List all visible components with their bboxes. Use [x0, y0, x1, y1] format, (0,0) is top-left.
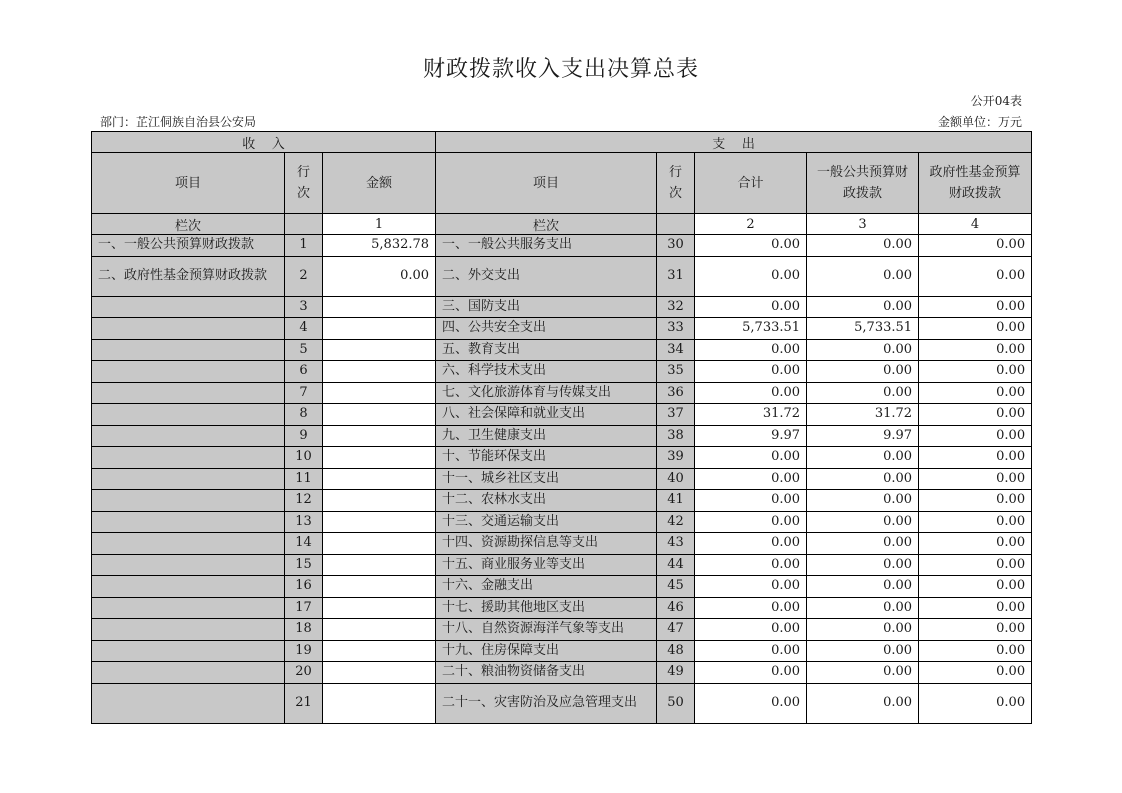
- income-amount-cell: [323, 447, 436, 469]
- total-cell: 0.00: [695, 339, 807, 361]
- expense-line-cell: 50: [657, 683, 695, 723]
- expense-item-cell: 十五、商业服务业等支出: [436, 554, 657, 576]
- general-budget-cell: 0.00: [807, 361, 919, 383]
- income-item-cell: [92, 511, 285, 533]
- expense-item-cell: 十七、援助其他地区支出: [436, 597, 657, 619]
- expense-item-cell: 二、外交支出: [436, 256, 657, 296]
- gov-fund-cell: 0.00: [919, 640, 1032, 662]
- income-line-cell: 21: [285, 683, 323, 723]
- column-index-2: 2: [695, 214, 807, 235]
- expense-line-cell: 35: [657, 361, 695, 383]
- column-index-label: 栏次: [436, 214, 657, 235]
- income-line-cell: 14: [285, 533, 323, 555]
- income-item-cell: [92, 662, 285, 684]
- income-amount-cell: [323, 619, 436, 641]
- income-amount-cell: [323, 339, 436, 361]
- income-line-cell: 9: [285, 425, 323, 447]
- income-line-cell: 17: [285, 597, 323, 619]
- general-budget-cell: 0.00: [807, 490, 919, 512]
- general-budget-cell: 0.00: [807, 235, 919, 257]
- income-line-cell: 18: [285, 619, 323, 641]
- total-cell: 0.00: [695, 597, 807, 619]
- income-item-cell: [92, 318, 285, 340]
- page-title: 财政拨款收入支出决算总表: [422, 57, 699, 82]
- gov-fund-cell: 0.00: [919, 468, 1032, 490]
- table-row: [92, 256, 1032, 296]
- expense-item-cell: 五、教育支出: [436, 339, 657, 361]
- general-budget-cell: 0.00: [807, 597, 919, 619]
- expense-item-cell: 二十、粮油物资储备支出: [436, 662, 657, 684]
- income-amount-cell: [323, 382, 436, 404]
- gov-fund-cell: 0.00: [919, 404, 1032, 426]
- column-index-4: 4: [919, 214, 1032, 235]
- total-cell: 0.00: [695, 576, 807, 598]
- general-budget-header: 一般公共预算财政拨款: [807, 153, 919, 214]
- income-item-cell: [92, 447, 285, 469]
- unit-label: 金额单位：万元: [937, 115, 1022, 129]
- total-cell: 0.00: [695, 490, 807, 512]
- income-line-cell: 15: [285, 554, 323, 576]
- total-cell: 0.00: [695, 256, 807, 296]
- total-cell: 0.00: [695, 382, 807, 404]
- expense-line-cell: 44: [657, 554, 695, 576]
- expense-item-cell: 十二、农林水支出: [436, 490, 657, 512]
- income-amount-cell: [323, 490, 436, 512]
- general-budget-cell: 0.00: [807, 533, 919, 555]
- department-label: 部门：芷江侗族自治县公安局: [100, 115, 257, 129]
- table-row: [92, 339, 1032, 361]
- form-number: 公开04表: [970, 94, 1022, 108]
- expense-line-cell: 42: [657, 511, 695, 533]
- income-amount-cell: [323, 404, 436, 426]
- income-line-cell: 7: [285, 382, 323, 404]
- income-line-header: 行次: [285, 153, 323, 214]
- total-cell: 5,733.51: [695, 318, 807, 340]
- total-cell: 0.00: [695, 235, 807, 257]
- expense-item-cell: 十九、住房保障支出: [436, 640, 657, 662]
- income-item-header: 项目: [92, 153, 285, 214]
- table-row: [92, 468, 1032, 490]
- gov-fund-cell: 0.00: [919, 597, 1032, 619]
- expense-item-cell: 一、一般公共服务支出: [436, 235, 657, 257]
- table-row: [92, 382, 1032, 404]
- table-row: [92, 235, 1032, 257]
- table-row: [92, 576, 1032, 598]
- table-row: [92, 662, 1032, 684]
- total-cell: 0.00: [695, 662, 807, 684]
- total-cell: 0.00: [695, 619, 807, 641]
- general-budget-cell: 31.72: [807, 404, 919, 426]
- expense-item-cell: 十四、资源勘探信息等支出: [436, 533, 657, 555]
- expense-line-cell: 31: [657, 256, 695, 296]
- table-row: [92, 619, 1032, 641]
- column-index-3: 3: [807, 214, 919, 235]
- expense-line-cell: 43: [657, 533, 695, 555]
- income-line-cell: 3: [285, 296, 323, 318]
- general-budget-cell: 0.00: [807, 576, 919, 598]
- income-line-cell: 4: [285, 318, 323, 340]
- expense-line-cell: 41: [657, 490, 695, 512]
- gov-fund-cell: 0.00: [919, 235, 1032, 257]
- expense-line-cell: 40: [657, 468, 695, 490]
- expense-line-cell: 47: [657, 619, 695, 641]
- total-cell: 0.00: [695, 640, 807, 662]
- income-line-cell: 12: [285, 490, 323, 512]
- expense-line-cell: 46: [657, 597, 695, 619]
- expense-line-header: 行次: [657, 153, 695, 214]
- income-line-cell: 5: [285, 339, 323, 361]
- income-amount-header: 金额: [323, 153, 436, 214]
- general-budget-cell: 0.00: [807, 447, 919, 469]
- expense-item-cell: 四、公共安全支出: [436, 318, 657, 340]
- expense-line-cell: 39: [657, 447, 695, 469]
- expense-item-cell: 八、社会保障和就业支出: [436, 404, 657, 426]
- expense-line-cell: 37: [657, 404, 695, 426]
- total-cell: 9.97: [695, 425, 807, 447]
- expense-line-cell: 36: [657, 382, 695, 404]
- income-line-cell: 19: [285, 640, 323, 662]
- total-cell: 0.00: [695, 554, 807, 576]
- general-budget-cell: 0.00: [807, 554, 919, 576]
- gov-fund-cell: 0.00: [919, 662, 1032, 684]
- gov-fund-cell: 0.00: [919, 619, 1032, 641]
- income-amount-cell: [323, 554, 436, 576]
- table-row: [92, 597, 1032, 619]
- income-amount-cell: [323, 576, 436, 598]
- gov-fund-cell: 0.00: [919, 511, 1032, 533]
- income-amount-cell: [323, 318, 436, 340]
- gov-fund-cell: 0.00: [919, 490, 1032, 512]
- column-index-1: 1: [323, 214, 436, 235]
- income-amount-cell: 5,832.78: [323, 235, 436, 257]
- income-item-cell: [92, 468, 285, 490]
- general-budget-cell: 0.00: [807, 256, 919, 296]
- expense-line-cell: 32: [657, 296, 695, 318]
- expense-item-cell: 二十一、灾害防治及应急管理支出: [436, 683, 657, 723]
- gov-fund-cell: 0.00: [919, 554, 1032, 576]
- table-row: [92, 447, 1032, 469]
- total-cell: 0.00: [695, 361, 807, 383]
- income-item-cell: [92, 619, 285, 641]
- table-row: [92, 683, 1032, 723]
- income-line-cell: 20: [285, 662, 323, 684]
- column-index-blank: [285, 214, 323, 235]
- income-line-cell: 13: [285, 511, 323, 533]
- total-cell: 0.00: [695, 296, 807, 318]
- income-amount-cell: [323, 468, 436, 490]
- income-line-cell: 10: [285, 447, 323, 469]
- income-item-cell: [92, 404, 285, 426]
- gov-fund-cell: 0.00: [919, 339, 1032, 361]
- expense-line-cell: 33: [657, 318, 695, 340]
- expense-item-cell: 十八、自然资源海洋气象等支出: [436, 619, 657, 641]
- income-amount-cell: [323, 662, 436, 684]
- general-budget-cell: 0.00: [807, 511, 919, 533]
- income-header: 收 入: [92, 132, 436, 153]
- income-line-cell: 16: [285, 576, 323, 598]
- gov-fund-cell: 0.00: [919, 382, 1032, 404]
- table-row: [92, 490, 1032, 512]
- general-budget-cell: 0.00: [807, 662, 919, 684]
- expense-item-header: 项目: [436, 153, 657, 214]
- table-row: [92, 318, 1032, 340]
- expense-line-cell: 48: [657, 640, 695, 662]
- gov-fund-cell: 0.00: [919, 256, 1032, 296]
- general-budget-cell: 0.00: [807, 339, 919, 361]
- expense-item-cell: 十六、金融支出: [436, 576, 657, 598]
- income-line-cell: 6: [285, 361, 323, 383]
- total-cell: 31.72: [695, 404, 807, 426]
- expense-item-cell: 九、卫生健康支出: [436, 425, 657, 447]
- income-item-cell: 一、一般公共预算财政拨款: [92, 235, 285, 257]
- general-budget-cell: 5,733.51: [807, 318, 919, 340]
- column-index-blank: [657, 214, 695, 235]
- total-cell: 0.00: [695, 447, 807, 469]
- expense-item-cell: 十一、城乡社区支出: [436, 468, 657, 490]
- general-budget-cell: 0.00: [807, 640, 919, 662]
- expense-line-cell: 30: [657, 235, 695, 257]
- income-item-cell: 二、政府性基金预算财政拨款: [92, 256, 285, 296]
- table-row: [92, 361, 1032, 383]
- general-budget-cell: 0.00: [807, 468, 919, 490]
- income-amount-cell: [323, 533, 436, 555]
- column-index-label: 栏次: [92, 214, 285, 235]
- budget-table: [91, 131, 1032, 724]
- income-item-cell: [92, 425, 285, 447]
- table-row: [92, 554, 1032, 576]
- income-item-cell: [92, 576, 285, 598]
- expense-item-cell: 三、国防支出: [436, 296, 657, 318]
- income-amount-cell: [323, 425, 436, 447]
- income-amount-cell: [323, 511, 436, 533]
- gov-fund-cell: 0.00: [919, 296, 1032, 318]
- income-amount-cell: [323, 597, 436, 619]
- income-item-cell: [92, 382, 285, 404]
- income-item-cell: [92, 361, 285, 383]
- income-line-cell: 1: [285, 235, 323, 257]
- general-budget-cell: 9.97: [807, 425, 919, 447]
- table-row: [92, 533, 1032, 555]
- gov-fund-cell: 0.00: [919, 576, 1032, 598]
- expense-line-cell: 34: [657, 339, 695, 361]
- expense-line-cell: 45: [657, 576, 695, 598]
- total-cell: 0.00: [695, 468, 807, 490]
- expense-line-cell: 49: [657, 662, 695, 684]
- income-line-cell: 2: [285, 256, 323, 296]
- income-amount-cell: [323, 361, 436, 383]
- expense-item-cell: 十、节能环保支出: [436, 447, 657, 469]
- total-cell: 0.00: [695, 533, 807, 555]
- table-row: [92, 425, 1032, 447]
- total-cell: 0.00: [695, 511, 807, 533]
- gov-fund-cell: 0.00: [919, 683, 1032, 723]
- gov-fund-cell: 0.00: [919, 425, 1032, 447]
- gov-fund-cell: 0.00: [919, 533, 1032, 555]
- income-item-cell: [92, 490, 285, 512]
- gov-fund-cell: 0.00: [919, 447, 1032, 469]
- income-item-cell: [92, 296, 285, 318]
- general-budget-cell: 0.00: [807, 296, 919, 318]
- income-item-cell: [92, 554, 285, 576]
- table-row: [92, 296, 1032, 318]
- income-line-cell: 11: [285, 468, 323, 490]
- income-item-cell: [92, 597, 285, 619]
- income-amount-cell: [323, 683, 436, 723]
- income-item-cell: [92, 339, 285, 361]
- expense-item-cell: 六、科学技术支出: [436, 361, 657, 383]
- general-budget-cell: 0.00: [807, 683, 919, 723]
- expense-line-cell: 38: [657, 425, 695, 447]
- gov-fund-cell: 0.00: [919, 361, 1032, 383]
- income-amount-cell: [323, 296, 436, 318]
- expense-item-cell: 十三、交通运输支出: [436, 511, 657, 533]
- expense-item-cell: 七、文化旅游体育与传媒支出: [436, 382, 657, 404]
- gov-fund-cell: 0.00: [919, 318, 1032, 340]
- income-item-cell: [92, 640, 285, 662]
- income-amount-cell: [323, 640, 436, 662]
- table-row: [92, 404, 1032, 426]
- total-cell: 0.00: [695, 683, 807, 723]
- general-budget-cell: 0.00: [807, 382, 919, 404]
- income-item-cell: [92, 533, 285, 555]
- gov-fund-header: 政府性基金预算财政拨款: [919, 153, 1032, 214]
- total-header: 合计: [695, 153, 807, 214]
- income-amount-cell: 0.00: [323, 256, 436, 296]
- income-item-cell: [92, 683, 285, 723]
- income-line-cell: 8: [285, 404, 323, 426]
- expense-header: 支 出: [436, 132, 1032, 153]
- table-row: [92, 511, 1032, 533]
- table-row: [92, 640, 1032, 662]
- general-budget-cell: 0.00: [807, 619, 919, 641]
